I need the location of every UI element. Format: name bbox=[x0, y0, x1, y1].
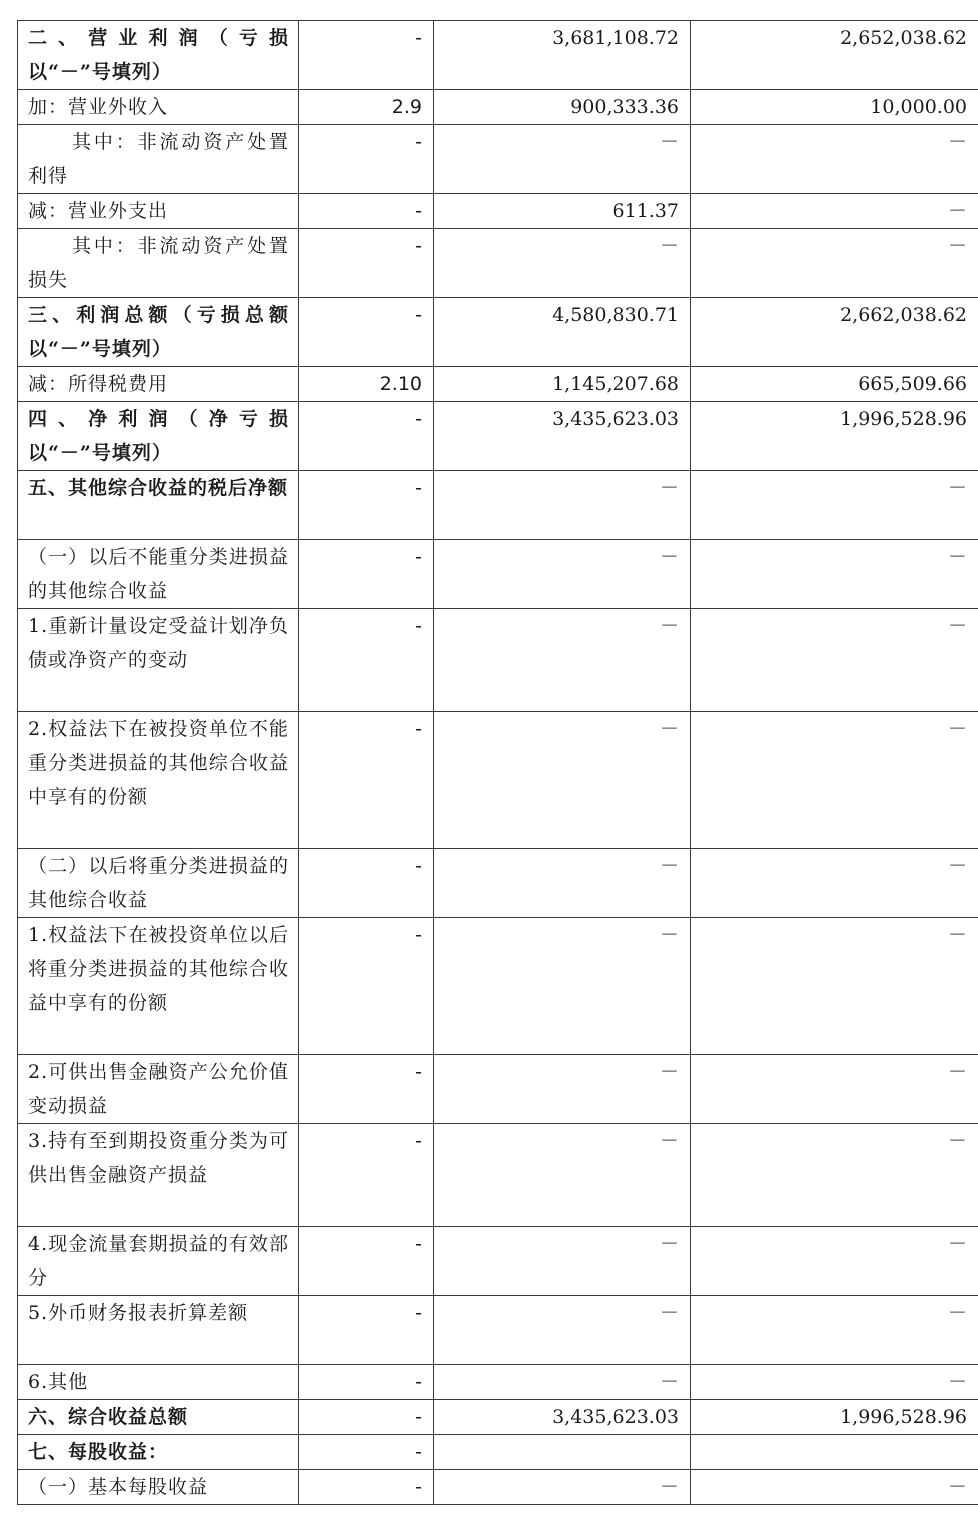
table-row bbox=[18, 1124, 978, 1227]
prior-period-amount: － bbox=[691, 1296, 978, 1365]
current-period-amount: － bbox=[434, 229, 691, 298]
item-label: 加：营业外收入 bbox=[18, 90, 299, 125]
note-ref: - bbox=[299, 712, 434, 849]
current-period-amount: 1,145,207.68 bbox=[434, 367, 691, 402]
item-label: 1.重新计量设定受益计划净负债或净资产的变动 bbox=[18, 609, 299, 712]
current-period-amount: 611.37 bbox=[434, 194, 691, 229]
current-period-amount: 3,435,623.03 bbox=[434, 1400, 691, 1435]
item-label: 4.现金流量套期损益的有效部分 bbox=[18, 1227, 299, 1296]
table-row bbox=[18, 367, 978, 402]
prior-period-amount bbox=[691, 1435, 978, 1470]
item-label: 2.权益法下在被投资单位不能重分类进损益的其他综合收益中享有的份额 bbox=[18, 712, 299, 849]
item-label: 二、营业利润（亏损以“－”号填列） bbox=[18, 21, 299, 90]
prior-period-amount: － bbox=[691, 1055, 978, 1124]
current-period-amount bbox=[434, 1435, 691, 1470]
current-period-amount: － bbox=[434, 1296, 691, 1365]
item-label: 三、利润总额（亏损总额以“－”号填列） bbox=[18, 298, 299, 367]
item-label: 6.其他 bbox=[18, 1365, 299, 1400]
table-row bbox=[18, 1365, 978, 1400]
current-period-amount: － bbox=[434, 540, 691, 609]
item-label: 四、净利润（净亏损以“－”号填列） bbox=[18, 402, 299, 471]
current-period-amount: － bbox=[434, 471, 691, 540]
item-label: 3.持有至到期投资重分类为可供出售金融资产损益 bbox=[18, 1124, 299, 1227]
note-ref: - bbox=[299, 1470, 434, 1505]
prior-period-amount: － bbox=[691, 229, 978, 298]
item-label: 减：营业外支出 bbox=[18, 194, 299, 229]
item-label: 五、其他综合收益的税后净额 bbox=[18, 471, 299, 540]
table-row bbox=[18, 298, 978, 367]
prior-period-amount: － bbox=[691, 849, 978, 918]
note-ref: - bbox=[299, 21, 434, 90]
prior-period-amount: － bbox=[691, 125, 978, 194]
item-label: （二）以后将重分类进损益的其他综合收益 bbox=[18, 849, 299, 918]
table-row bbox=[18, 402, 978, 471]
item-label: 其中：非流动资产处置利得 bbox=[18, 125, 299, 194]
prior-period-amount: 665,509.66 bbox=[691, 367, 978, 402]
current-period-amount: 4,580,830.71 bbox=[434, 298, 691, 367]
prior-period-amount: － bbox=[691, 1365, 978, 1400]
note-ref: - bbox=[299, 1400, 434, 1435]
table-row bbox=[18, 712, 978, 849]
prior-period-amount: － bbox=[691, 540, 978, 609]
item-label: 六、综合收益总额 bbox=[18, 1400, 299, 1435]
table-row bbox=[18, 125, 978, 194]
current-period-amount: － bbox=[434, 1227, 691, 1296]
prior-period-amount: 1,996,528.96 bbox=[691, 1400, 978, 1435]
note-ref: - bbox=[299, 918, 434, 1055]
current-period-amount: － bbox=[434, 1365, 691, 1400]
table-row bbox=[18, 1227, 978, 1296]
table-row bbox=[18, 90, 978, 125]
item-label: （一）以后不能重分类进损益的其他综合收益 bbox=[18, 540, 299, 609]
table-row bbox=[18, 1055, 978, 1124]
current-period-amount: 900,333.36 bbox=[434, 90, 691, 125]
note-ref: - bbox=[299, 1435, 434, 1470]
income-statement-table bbox=[17, 20, 978, 1505]
table-row bbox=[18, 21, 978, 90]
item-label: 1.权益法下在被投资单位以后将重分类进损益的其他综合收益中享有的份额 bbox=[18, 918, 299, 1055]
note-ref: - bbox=[299, 125, 434, 194]
note-ref: - bbox=[299, 194, 434, 229]
note-ref: 2.10 bbox=[299, 367, 434, 402]
table-row bbox=[18, 1470, 978, 1505]
prior-period-amount: － bbox=[691, 1470, 978, 1505]
table-row bbox=[18, 1400, 978, 1435]
current-period-amount: 3,435,623.03 bbox=[434, 402, 691, 471]
note-ref: - bbox=[299, 1365, 434, 1400]
table-row bbox=[18, 1435, 978, 1470]
current-period-amount: － bbox=[434, 918, 691, 1055]
prior-period-amount: 1,996,528.96 bbox=[691, 402, 978, 471]
note-ref: - bbox=[299, 229, 434, 298]
table-row bbox=[18, 194, 978, 229]
item-label: 5.外币财务报表折算差额 bbox=[18, 1296, 299, 1365]
item-label: 减：所得税费用 bbox=[18, 367, 299, 402]
note-ref: 2.9 bbox=[299, 90, 434, 125]
current-period-amount: 3,681,108.72 bbox=[434, 21, 691, 90]
prior-period-amount: － bbox=[691, 471, 978, 540]
note-ref: - bbox=[299, 1055, 434, 1124]
current-period-amount: － bbox=[434, 849, 691, 918]
table-row bbox=[18, 540, 978, 609]
current-period-amount: － bbox=[434, 1055, 691, 1124]
prior-period-amount: － bbox=[691, 194, 978, 229]
prior-period-amount: － bbox=[691, 1227, 978, 1296]
note-ref: - bbox=[299, 402, 434, 471]
prior-period-amount: － bbox=[691, 918, 978, 1055]
note-ref: - bbox=[299, 1124, 434, 1227]
table-row bbox=[18, 1296, 978, 1365]
note-ref: - bbox=[299, 1296, 434, 1365]
item-label: （一）基本每股收益 bbox=[18, 1470, 299, 1505]
current-period-amount: － bbox=[434, 1124, 691, 1227]
note-ref: - bbox=[299, 540, 434, 609]
table-row bbox=[18, 471, 978, 540]
note-ref: - bbox=[299, 849, 434, 918]
prior-period-amount: － bbox=[691, 712, 978, 849]
table-row bbox=[18, 849, 978, 918]
prior-period-amount: 2,662,038.62 bbox=[691, 298, 978, 367]
note-ref: - bbox=[299, 471, 434, 540]
item-label: 七、每股收益： bbox=[18, 1435, 299, 1470]
current-period-amount: － bbox=[434, 1470, 691, 1505]
note-ref: - bbox=[299, 609, 434, 712]
table-row bbox=[18, 229, 978, 298]
prior-period-amount: － bbox=[691, 609, 978, 712]
current-period-amount: － bbox=[434, 125, 691, 194]
table-row bbox=[18, 609, 978, 712]
item-label: 其中：非流动资产处置损失 bbox=[18, 229, 299, 298]
prior-period-amount: － bbox=[691, 1124, 978, 1227]
current-period-amount: － bbox=[434, 712, 691, 849]
table-row bbox=[18, 918, 978, 1055]
current-period-amount: － bbox=[434, 609, 691, 712]
prior-period-amount: 2,652,038.62 bbox=[691, 21, 978, 90]
note-ref: - bbox=[299, 1227, 434, 1296]
item-label: 2.可供出售金融资产公允价值变动损益 bbox=[18, 1055, 299, 1124]
note-ref: - bbox=[299, 298, 434, 367]
prior-period-amount: 10,000.00 bbox=[691, 90, 978, 125]
